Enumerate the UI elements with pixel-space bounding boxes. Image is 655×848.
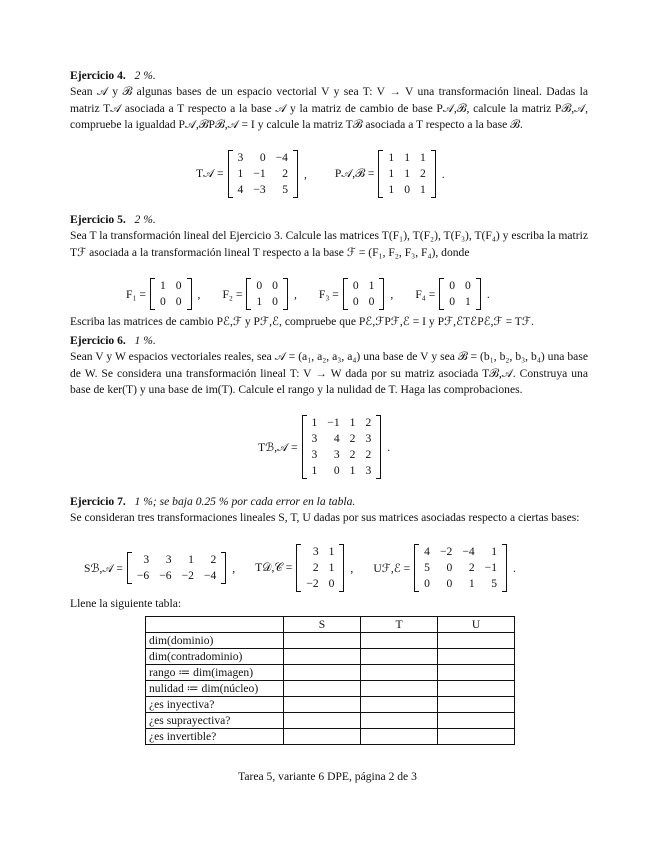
table-row (146, 665, 515, 681)
matrix-entry: 1 (311, 416, 318, 429)
matrix-entry: 5 (491, 577, 497, 590)
matrix-entry: 0 (465, 279, 471, 292)
matrix-entry: 1 (349, 416, 356, 429)
matrix-entry: −2 (439, 545, 453, 558)
matrix-entry: 1 (188, 553, 194, 566)
matrix-entry: 0 (449, 295, 456, 308)
matrix-entry: 1 (349, 464, 356, 477)
exercise-5-heading: Ejercicio 5. (70, 213, 126, 226)
table-cell-empty[interactable] (284, 633, 361, 649)
exercise-7-text: Se consideran tres transformaciones lineales S, T, U dadas por sus matrices asociadas respecto a ciertas bases: (70, 511, 580, 525)
matrix-entry: 0 (256, 279, 263, 292)
exercise-6-heading: Ejercicio 6. (70, 334, 126, 347)
matrix-entry: −3 (253, 183, 266, 196)
matrix-entry: 0 (352, 295, 359, 308)
exercise-6 (70, 333, 588, 399)
matrix-entry: 0 (368, 295, 375, 308)
matrix-entry: 4 (424, 545, 430, 558)
matrix-entry: 1 (311, 464, 318, 477)
f4-label: F₄ = (415, 287, 436, 301)
matrix-entry: 2 (349, 432, 356, 445)
matrix-entry: 1 (465, 295, 471, 308)
table-cell-empty[interactable] (284, 665, 361, 681)
u-label: Uℱ,ℰ = (373, 562, 411, 575)
exercise-5-text: Sea T la transformación lineal del Ejercicio 3. Calcule las matrices T(F₁), T(F₂), T(F₃), T(F₄) y escriba la matriz Tℱ asociada a la transformación lineal T respecto a la base ℱ = (F₁, F₂, F₃, F₄), donde (70, 229, 588, 259)
table-cell-empty[interactable] (284, 697, 361, 713)
pab-label: P𝒜,ℬ = (334, 167, 375, 180)
matrix-entry: −4 (275, 151, 288, 164)
table-row (146, 633, 515, 649)
table-cell-empty[interactable] (361, 729, 438, 745)
table-cell-empty[interactable] (361, 713, 438, 729)
table-row (146, 681, 515, 697)
matrix-entry: 3 (165, 553, 172, 566)
matrix-entry: −2 (181, 569, 194, 582)
matrix-tba (302, 415, 382, 479)
f2-label: F₂ = (222, 287, 243, 301)
table-column-header: S (284, 617, 361, 633)
matrix-entry: 2 (349, 448, 356, 461)
t-label: T𝒟,𝒞 = (255, 561, 293, 574)
table-row-label: dim(contradominio) (146, 649, 284, 665)
table-row-label: rango ≔ dim(imagen) (146, 665, 284, 681)
matrix-entry: 5 (424, 561, 430, 574)
matrix-u (414, 544, 507, 592)
exercise-5-weight: 2 %. (134, 213, 156, 226)
exercise-5-after (70, 314, 588, 330)
table-cell-empty[interactable] (284, 681, 361, 697)
exercise-6-matrix: Tℬ,𝒜 = 1 −1 1 2 3 4 2 3 3 3 2 2 1 0 1 3 . (258, 416, 391, 477)
matrix-f1 (150, 278, 192, 310)
table-cell-empty[interactable] (361, 681, 438, 697)
exercise-4-matrices: T𝒜 = 3 0 −4 1 −1 2 4 −3 5 , P𝒜,ℬ = 1 1 1 1 1 2 1 0 1 . (196, 151, 445, 196)
f1-label: F₁ = (126, 287, 146, 301)
matrix-entry: 3 (365, 432, 372, 445)
fill-table-instruction: Llene la siguiente tabla: (70, 597, 182, 610)
matrix-entry: −1 (327, 416, 340, 429)
exercise-7-fill (70, 596, 588, 612)
properties-table (145, 616, 515, 745)
matrix-t (296, 544, 344, 592)
matrix-entry: 0 (446, 561, 453, 574)
table-cell-empty[interactable] (438, 681, 515, 697)
table-cell-empty[interactable] (438, 633, 515, 649)
matrix-entry: 2 (210, 553, 217, 566)
matrix-entry: −1 (484, 561, 497, 574)
matrix-entry: 0 (446, 577, 453, 590)
matrix-entry: 1 (468, 577, 475, 590)
table-row (146, 697, 515, 713)
matrix-entry: −2 (306, 577, 319, 590)
matrix-entry: −4 (462, 545, 475, 558)
matrix-entry: 0 (259, 151, 266, 164)
matrix-entry: 3 (311, 432, 318, 445)
matrix-ta (228, 150, 298, 198)
matrix-entry: 1 (237, 167, 244, 180)
matrix-entry: 0 (272, 295, 278, 308)
matrix-entry: 2 (468, 561, 475, 574)
exercise-4 (70, 68, 588, 134)
exercise-6-text: Sean V y W espacios vectoriales reales, sea 𝒜 = (a₁, a₂, a₃, a₄) una base de V y sea ℬ = (b₁, b₂, b₃, b₄) una base de W. Se considera una transformación lineal T: V → W dada por su matriz asociada Tℬ,𝒜. Construya una base de ker(T) y una base de im(T). Calcule el rango y la nulidad de T. Haga las comprobaciones. (70, 350, 588, 397)
ta-label: T𝒜 = (196, 167, 224, 180)
matrix-entry: 4 (333, 432, 340, 445)
matrix-entry: 1 (368, 279, 375, 292)
table-row-label: dim(dominio) (146, 633, 284, 649)
matrix-entry: 0 (159, 295, 166, 308)
table-cell-empty[interactable] (438, 665, 515, 681)
exercise-7-heading: Ejercicio 7. (70, 495, 126, 508)
table-cell-empty[interactable] (438, 697, 515, 713)
matrix-entry: 0 (449, 279, 456, 292)
table-cell-empty[interactable] (284, 713, 361, 729)
matrix-entry: 1 (388, 151, 395, 164)
table-cell-empty[interactable] (361, 697, 438, 713)
matrix-entry: 3 (365, 464, 372, 477)
matrix-entry: 0 (272, 279, 278, 292)
matrix-entry: 1 (388, 167, 395, 180)
matrix-entry: 3 (312, 545, 319, 558)
matrix-entry: 1 (404, 167, 410, 180)
matrix-entry: 1 (404, 151, 410, 164)
s-label: Sℬ,𝒜 = (84, 561, 123, 575)
table-corner (146, 617, 284, 633)
matrix-entry: 1 (328, 545, 335, 558)
matrix-entry: 1 (256, 295, 263, 308)
matrix-entry: 0 (352, 279, 359, 292)
matrix-f4 (439, 278, 481, 310)
exercise-6-weight: 1 %. (134, 334, 156, 347)
table-column-header: U (438, 617, 515, 633)
exercise-4-heading: Ejercicio 4. (70, 69, 126, 82)
matrix-entry: 3 (311, 448, 318, 461)
table-cell-empty[interactable] (361, 665, 438, 681)
exercise-7 (70, 494, 588, 527)
matrix-entry: 2 (282, 167, 288, 180)
matrix-entry: 2 (312, 561, 319, 574)
matrix-entry: 0 (175, 295, 182, 308)
matrix-entry: −6 (136, 569, 150, 582)
table-cell-empty[interactable] (361, 649, 438, 665)
exercise-7-matrices: Sℬ,𝒜 = 3 3 1 2 −6 −6 −2 −4 , T𝒟,𝒞 = 3 1 2 1 −2 0 , Uℱ,ℰ = 4 −2 −4 1 5 0 2 −1 0 0 1 5 . (84, 545, 516, 590)
table-cell-empty[interactable] (361, 633, 438, 649)
table-cell-empty[interactable] (438, 729, 515, 745)
matrix-entry: 4 (237, 183, 244, 196)
matrix-entry: 1 (388, 183, 395, 196)
table-cell-empty[interactable] (284, 729, 361, 745)
matrix-entry: 2 (419, 167, 426, 180)
matrix-entry: 0 (424, 577, 430, 590)
exercise-5-after-text: Escriba las matrices de cambio Pℰ,ℱ y Pℱ,ℰ, compruebe que Pℰ,ℱPℱ,ℰ = I y Pℱ,ℰTℰPℰ,ℱ = Tℱ. (70, 315, 534, 328)
matrix-pab (378, 150, 435, 198)
matrix-entry: 0 (333, 464, 340, 477)
matrix-entry: 3 (143, 553, 150, 566)
exercise-5 (70, 212, 588, 261)
table-column-header: T (361, 617, 438, 633)
table-row-label: ¿es invertible? (146, 729, 284, 745)
table-cell-empty[interactable] (438, 713, 515, 729)
matrix-entry: 3 (237, 151, 244, 164)
exercise-4-text: Sean 𝒜 y ℬ algunas bases de un espacio vectorial V y sea T: V → V una transformación lineal. Dadas la matriz T𝒜 asociada a T respecto a la base 𝒜 y la matriz de cambio de base P𝒜,ℬ, calcule la matriz Pℬ,𝒜, compruebe la igualdad P𝒜,ℬPℬ,𝒜 = I y calcule la matriz Tℬ asociada a T respecto a la base ℬ. (70, 85, 588, 132)
exercise-7-weight: 1 %; se baja 0.25 % por cada error en la tabla. (134, 495, 356, 508)
table-cell-empty[interactable] (284, 649, 361, 665)
matrix-entry: 0 (328, 577, 335, 590)
table-row-label: nulidad ≔ dim(núcleo) (146, 681, 284, 697)
matrix-entry: 2 (365, 448, 372, 461)
matrix-f3 (343, 278, 385, 310)
table-cell-empty[interactable] (438, 649, 515, 665)
table-row-label: ¿es inyectiva? (146, 697, 284, 713)
matrix-entry: 1 (419, 183, 426, 196)
table-row (146, 713, 515, 729)
exercise-5-matrices: F₁ = 1 0 0 0 , F₂ = 0 0 1 0 , F₃ = 0 1 0 0 , F₄ = 0 0 0 1 . (126, 279, 490, 308)
matrix-entry: −4 (203, 569, 217, 582)
table-row (146, 649, 515, 665)
page-footer: Tarea 5, variante 6 DPE, página 2 de 3 (238, 770, 417, 783)
matrix-s (127, 552, 226, 584)
matrix-entry: 5 (282, 183, 288, 196)
f3-label: F₃ = (318, 287, 339, 301)
matrix-entry: 1 (159, 279, 166, 292)
tba-label: Tℬ,𝒜 = (258, 440, 298, 454)
matrix-entry: 1 (419, 151, 426, 164)
matrix-f2 (246, 278, 288, 310)
matrix-entry: 0 (175, 279, 182, 292)
matrix-entry: 3 (333, 448, 340, 461)
matrix-entry: 1 (491, 545, 497, 558)
table-row (146, 729, 515, 745)
exercise-4-weight: 2 %. (134, 69, 156, 82)
matrix-entry: −1 (253, 167, 266, 180)
matrix-entry: 2 (365, 416, 372, 429)
matrix-entry: 1 (328, 561, 335, 574)
matrix-entry: −6 (159, 569, 172, 582)
matrix-entry: 0 (404, 183, 410, 196)
table-row-label: ¿es suprayectiva? (146, 713, 284, 729)
